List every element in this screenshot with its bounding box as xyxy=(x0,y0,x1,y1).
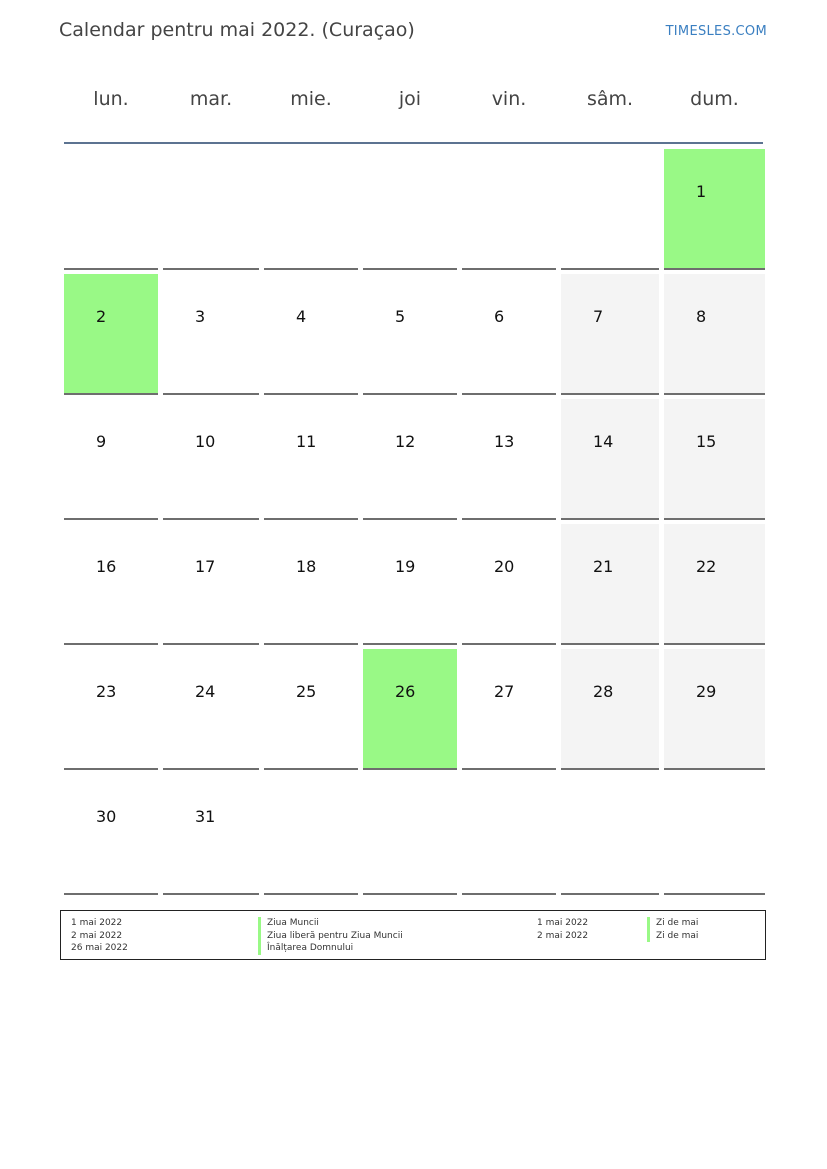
legend-holiday-name: Ziua liberă pentru Ziua Muncii xyxy=(258,930,403,943)
day-number: 3 xyxy=(195,307,206,326)
legend-observance-name: Zi de mai xyxy=(647,930,698,943)
day-number: 15 xyxy=(696,432,717,451)
day-cell xyxy=(264,274,358,395)
day-cell xyxy=(561,649,659,770)
day-number: 8 xyxy=(696,307,707,326)
day-cell xyxy=(64,649,158,770)
day-cell xyxy=(264,399,358,520)
day-number: 5 xyxy=(395,307,406,326)
day-cell xyxy=(561,524,659,645)
day-number: 13 xyxy=(494,432,515,451)
day-cell xyxy=(163,399,259,520)
day-number: 29 xyxy=(696,682,717,701)
day-cell xyxy=(561,399,659,520)
empty-day-cell xyxy=(561,149,659,270)
day-number: 25 xyxy=(296,682,317,701)
empty-day-cell xyxy=(664,774,765,895)
legend-observance-dates xyxy=(537,917,588,942)
day-cell xyxy=(664,274,765,395)
day-cell xyxy=(64,274,158,395)
day-cell xyxy=(561,274,659,395)
day-cell xyxy=(363,649,457,770)
day-number: 16 xyxy=(96,557,117,576)
weekday-header: dum. xyxy=(690,88,739,110)
day-number: 22 xyxy=(696,557,717,576)
day-cell xyxy=(462,274,556,395)
day-number: 10 xyxy=(195,432,216,451)
empty-day-cell xyxy=(264,774,358,895)
day-cell xyxy=(462,399,556,520)
day-number: 31 xyxy=(195,807,216,826)
day-number: 6 xyxy=(494,307,505,326)
day-cell xyxy=(664,399,765,520)
day-cell xyxy=(64,524,158,645)
day-number: 26 xyxy=(395,682,416,701)
weekday-header: lun. xyxy=(93,88,129,110)
day-number: 4 xyxy=(296,307,307,326)
day-number: 9 xyxy=(96,432,107,451)
empty-day-cell xyxy=(363,774,457,895)
day-cell xyxy=(664,524,765,645)
day-cell xyxy=(664,649,765,770)
day-number: 18 xyxy=(296,557,317,576)
day-cell xyxy=(462,649,556,770)
day-number: 12 xyxy=(395,432,416,451)
day-number: 17 xyxy=(195,557,216,576)
legend-holiday-name: Ziua Muncii xyxy=(258,917,403,930)
day-number: 1 xyxy=(696,182,707,201)
day-cell xyxy=(363,524,457,645)
day-number: 7 xyxy=(593,307,604,326)
weekday-header: sâm. xyxy=(586,88,634,110)
day-cell xyxy=(264,524,358,645)
holiday-legend xyxy=(60,910,766,960)
day-number: 28 xyxy=(593,682,614,701)
weekday-header: joi xyxy=(398,88,422,110)
weekday-header: vin. xyxy=(491,88,527,110)
day-cell xyxy=(264,649,358,770)
header-divider xyxy=(64,142,763,144)
empty-day-cell xyxy=(264,149,358,270)
legend-date: 1 mai 2022 xyxy=(71,918,123,928)
day-cell xyxy=(363,399,457,520)
day-number: 19 xyxy=(395,557,416,576)
day-number: 14 xyxy=(593,432,614,451)
day-cell xyxy=(163,274,259,395)
day-cell xyxy=(64,774,158,895)
legend-date: 26 mai 2022 xyxy=(71,943,128,953)
legend-date: 2 mai 2022 xyxy=(537,930,589,941)
calendar-grid xyxy=(64,149,763,895)
day-cell xyxy=(163,524,259,645)
day-cell xyxy=(462,524,556,645)
page-title: Calendar pentru mai 2022. (Curaçao) xyxy=(59,19,415,41)
weekday-header: mie. xyxy=(290,88,332,110)
empty-day-cell xyxy=(462,774,556,895)
day-cell xyxy=(163,774,259,895)
weekday-header: mar. xyxy=(189,88,233,110)
brand-link[interactable]: TIMESLES.COM xyxy=(665,24,767,39)
legend-holiday-names xyxy=(258,917,403,955)
day-number: 27 xyxy=(494,682,515,701)
empty-day-cell xyxy=(64,149,158,270)
day-cell xyxy=(64,399,158,520)
legend-observance-names xyxy=(647,917,698,942)
empty-day-cell xyxy=(363,149,457,270)
day-cell xyxy=(163,649,259,770)
legend-holiday-dates xyxy=(71,917,128,955)
legend-date: 1 mai 2022 xyxy=(537,918,589,928)
day-number: 23 xyxy=(96,682,117,701)
day-number: 11 xyxy=(296,432,317,451)
legend-observance-name: Zi de mai xyxy=(647,917,698,930)
day-number: 20 xyxy=(494,557,515,576)
weekday-header-row xyxy=(64,88,763,120)
legend-date: 2 mai 2022 xyxy=(71,930,123,941)
day-number: 30 xyxy=(96,807,117,826)
day-number: 24 xyxy=(195,682,216,701)
empty-day-cell xyxy=(462,149,556,270)
day-number: 21 xyxy=(593,557,614,576)
day-cell xyxy=(363,274,457,395)
empty-day-cell xyxy=(561,774,659,895)
day-number: 2 xyxy=(96,307,107,326)
legend-holiday-name: Înălțarea Domnului xyxy=(258,942,403,955)
empty-day-cell xyxy=(163,149,259,270)
day-cell xyxy=(664,149,765,270)
